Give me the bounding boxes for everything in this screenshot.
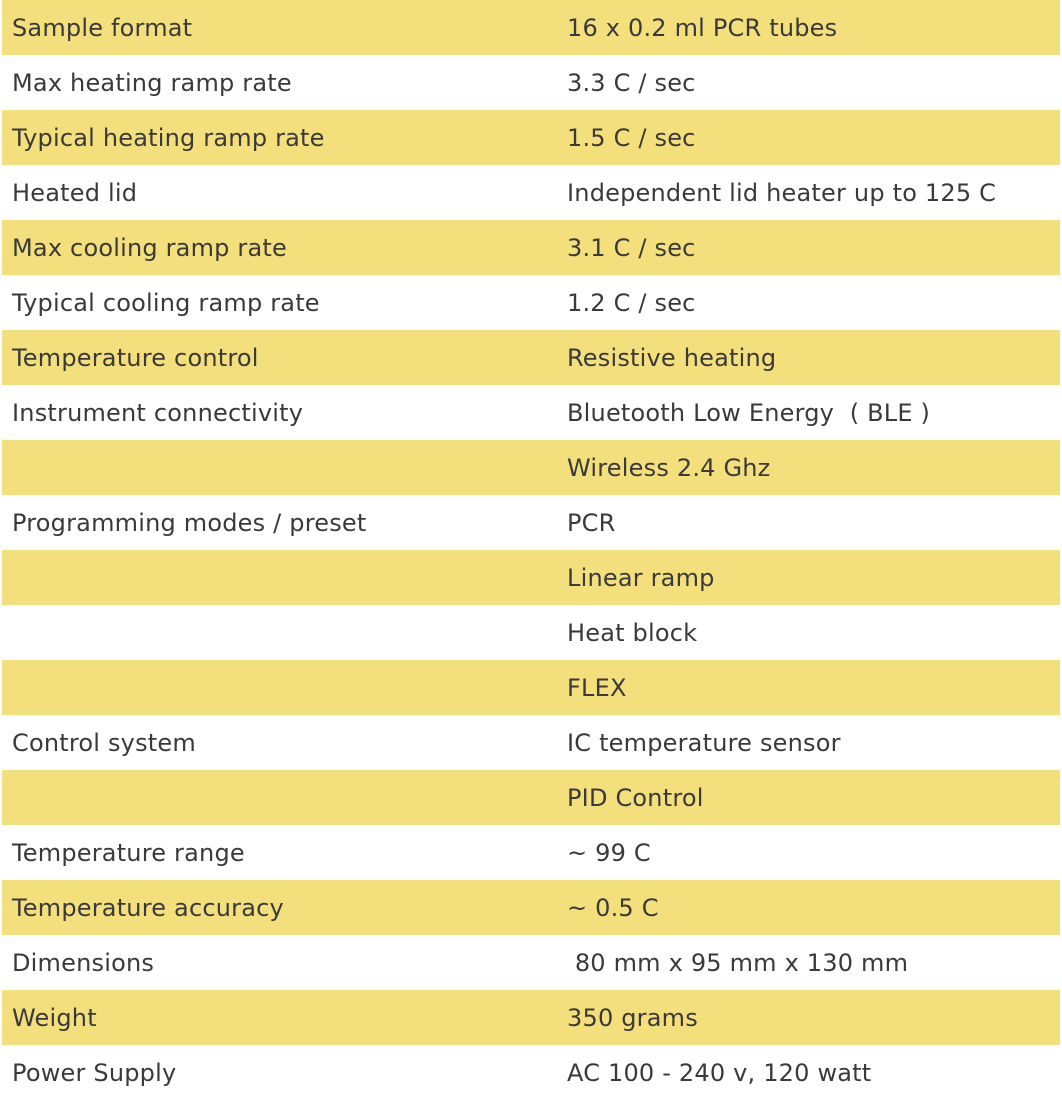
spec-value: 3.3 C / sec: [567, 68, 696, 97]
spec-value: 16 x 0.2 ml PCR tubes: [567, 13, 838, 42]
spec-row: [2, 605, 1060, 660]
spec-row: [2, 220, 1060, 275]
spec-label: Temperature accuracy: [12, 893, 284, 922]
spec-label: Temperature control: [12, 343, 259, 372]
spec-row: [2, 440, 1060, 495]
spec-value: Bluetooth Low Energy ( BLE ): [567, 398, 931, 427]
spec-label: Typical heating ramp rate: [12, 123, 325, 152]
spec-label: Instrument connectivity: [12, 398, 304, 427]
spec-label: Max cooling ramp rate: [12, 233, 287, 262]
spec-value: IC temperature sensor: [567, 728, 841, 757]
spec-value: AC 100 - 240 v, 120 watt: [567, 1058, 872, 1087]
spec-row: [2, 495, 1060, 550]
spec-label: Max heating ramp rate: [12, 68, 292, 97]
spec-value: 3.1 C / sec: [567, 233, 696, 262]
spec-value: ~ 99 C: [567, 838, 651, 867]
spec-label: Control system: [12, 728, 196, 757]
spec-label: Heated lid: [12, 178, 138, 207]
spec-value: 80 mm x 95 mm x 130 mm: [567, 948, 909, 977]
spec-row: [2, 330, 1060, 385]
spec-value: Wireless 2.4 Ghz: [567, 453, 771, 482]
spec-row: [2, 880, 1060, 935]
spec-value: ~ 0.5 C: [567, 893, 659, 922]
spec-value: Independent lid heater up to 125 C: [567, 178, 997, 207]
spec-row: [2, 110, 1060, 165]
spec-value: PID Control: [567, 783, 704, 812]
spec-row: [2, 770, 1060, 825]
spec-value: 350 grams: [567, 1003, 698, 1032]
spec-label: Weight: [12, 1003, 97, 1032]
spec-row: [2, 990, 1060, 1045]
spec-label: Typical cooling ramp rate: [12, 288, 320, 317]
spec-row: [2, 55, 1060, 110]
spec-value: FLEX: [567, 673, 627, 702]
spec-value: PCR: [567, 508, 616, 537]
spec-label: Temperature range: [12, 838, 245, 867]
spec-row: [2, 1045, 1060, 1100]
spec-value: 1.2 C / sec: [567, 288, 696, 317]
spec-row: [2, 0, 1060, 55]
spec-row: [2, 165, 1060, 220]
spec-row: [2, 825, 1060, 880]
spec-value: Linear ramp: [567, 563, 715, 592]
spec-row: [2, 715, 1060, 770]
spec-label: Sample format: [12, 13, 193, 42]
spec-row: [2, 550, 1060, 605]
spec-label: Power Supply: [12, 1058, 177, 1087]
spec-value: Heat block: [567, 618, 698, 647]
spec-value: Resistive heating: [567, 343, 777, 372]
spec-row: [2, 275, 1060, 330]
spec-value: 1.5 C / sec: [567, 123, 696, 152]
spec-row: [2, 385, 1060, 440]
spec-row: [2, 660, 1060, 715]
spec-label: Programming modes / preset: [12, 508, 367, 537]
spec-label: Dimensions: [12, 948, 155, 977]
spec-row: [2, 935, 1060, 990]
